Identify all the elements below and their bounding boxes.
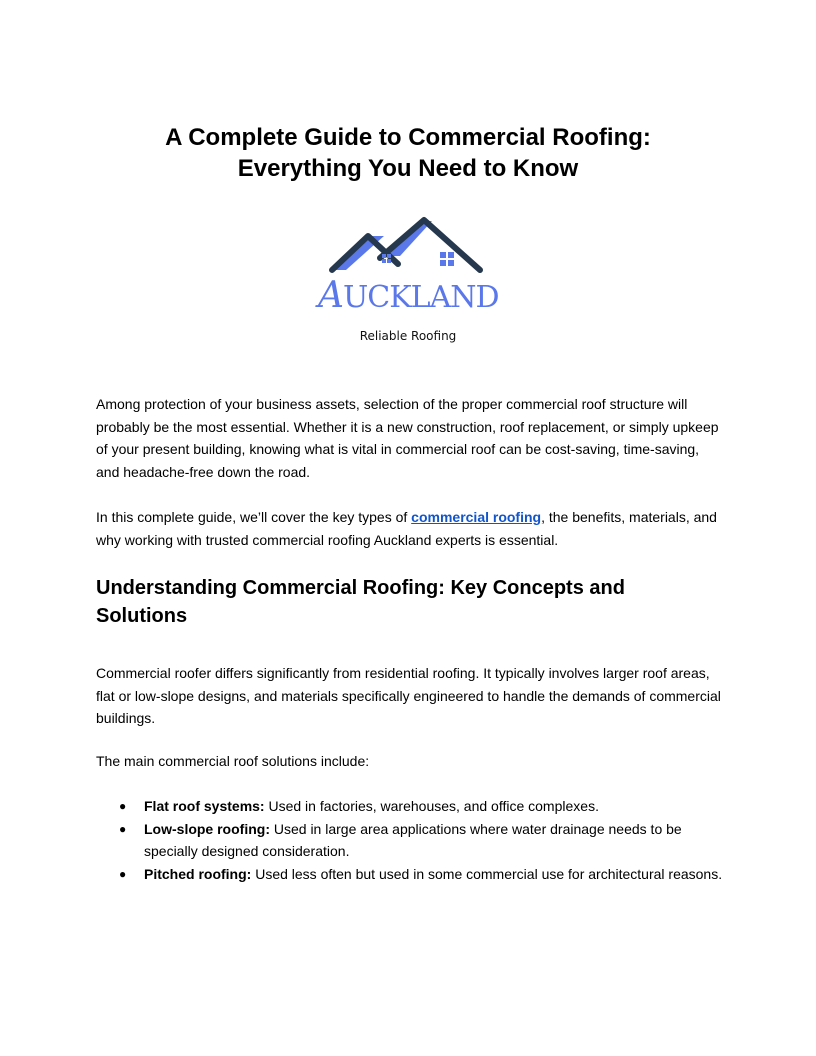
intro-text-after-link: , the benefits, materials, and why working with trusted commercial roofing Auckland experts is essential.: [96, 509, 717, 548]
title-line-1: A Complete Guide to Commercial Roofing:: [165, 124, 651, 151]
intro-text-before-link: In this complete guide, we’ll cover the key types of: [96, 509, 412, 525]
company-logo: [318, 212, 498, 352]
list-item-text: Used in factories, warehouses, and office complexes.: [264, 798, 599, 814]
logo-brand-name: [318, 275, 499, 316]
section-heading: [96, 574, 716, 630]
section-heading-line-2: Solutions: [96, 605, 188, 627]
section-paragraph-2: The main commercial roof solutions include:: [96, 753, 370, 769]
logo-brand-rest: UCKLAND: [343, 280, 499, 315]
list-item: [96, 795, 726, 818]
list-item-label: Low-slope roofing:: [144, 820, 270, 837]
section-paragraph-1: Commercial roofer differs significantly from residential roofing. It typically involves larger roof areas, flat or low-slope designs, and materials specifically engineered to handle the demands of commercial buildings.: [96, 665, 721, 726]
document-title: [96, 122, 720, 184]
section-heading-line-1: Understanding Commercial Roofing: Key Concepts and: [96, 577, 625, 599]
list-item: [96, 863, 726, 886]
commercial-roofing-link[interactable]: commercial roofing: [411, 509, 542, 525]
intro-paragraph-1: Among protection of your business assets, selection of the proper commercial roof structure will probably be the most essential. Whether it is a new construction, roof replacement, or simply upkeep of your present building, knowing what is vital in commercial roof can be cost-saving, time-saving, and headache-free down the road.: [96, 396, 719, 480]
list-item-text: Used less often but used in some commercial use for architectural reasons.: [251, 865, 723, 882]
list-item-text: Used in large area applications where water drainage needs to be specially designed consideration.: [144, 820, 682, 859]
title-line-2: Everything You Need to Know: [237, 155, 579, 182]
logo-tagline: Reliable Roofing: [359, 329, 457, 343]
bullet-icon: ●: [119, 866, 127, 881]
list-item-label: Flat roof systems:: [144, 798, 265, 814]
list-item: [96, 818, 726, 863]
solutions-list: [96, 795, 726, 885]
logo-brand-initial: A: [318, 275, 343, 316]
house-roof-icon: [318, 212, 498, 282]
bullet-icon: ●: [119, 821, 127, 836]
list-item-label: Pitched roofing:: [144, 865, 252, 882]
window-icon: [440, 252, 454, 266]
intro-paragraph-2: [96, 506, 726, 551]
bullet-icon: ●: [119, 799, 127, 813]
